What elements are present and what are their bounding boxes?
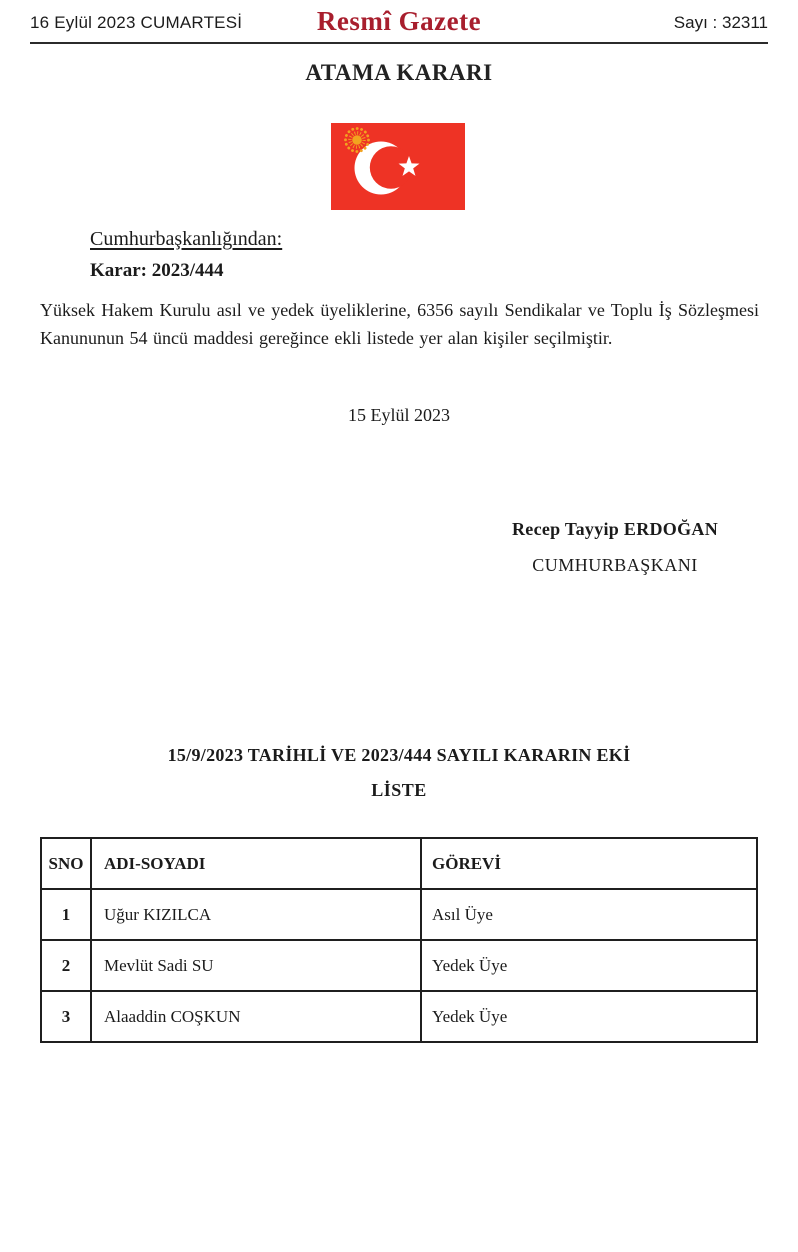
annex-table bbox=[40, 837, 758, 1043]
table-row bbox=[41, 889, 757, 940]
row-name: Uğur KIZILCA bbox=[91, 889, 421, 940]
row-role: Yedek Üye bbox=[421, 991, 757, 1042]
row-name: Mevlüt Sadi SU bbox=[91, 940, 421, 991]
annex-title: 15/9/2023 TARİHLİ VE 2023/444 SAYILI KARARIN EKİ bbox=[167, 745, 631, 765]
row-role: Yedek Üye bbox=[421, 940, 757, 991]
table-header-row bbox=[41, 838, 757, 889]
row-sno: 1 bbox=[41, 889, 91, 940]
header-name: ADI-SOYADI bbox=[91, 838, 421, 889]
header-role: GÖREVİ bbox=[421, 838, 757, 889]
masthead-divider bbox=[30, 42, 768, 44]
issuing-authority: Cumhurbaşkanlığından: bbox=[90, 228, 283, 250]
table-row bbox=[41, 991, 757, 1042]
turkish-presidential-flag-image bbox=[331, 123, 465, 210]
signatory-name: Recep Tayyip ERDOĞAN bbox=[511, 519, 719, 539]
row-role: Asıl Üye bbox=[421, 889, 757, 940]
decree-heading: ATAMA KARARI bbox=[305, 60, 493, 85]
annex-subtitle: LİSTE bbox=[371, 780, 427, 800]
table-row bbox=[41, 940, 757, 991]
row-sno: 2 bbox=[41, 940, 91, 991]
signature-block bbox=[460, 519, 770, 576]
signatory-title: CUMHURBAŞKANI bbox=[532, 555, 698, 575]
decree-number: Karar: 2023/444 bbox=[90, 260, 224, 281]
row-name: Alaaddin COŞKUN bbox=[91, 991, 421, 1042]
gazette-title: Resmî Gazete bbox=[316, 6, 482, 36]
header-sno: SNO bbox=[41, 838, 91, 889]
issue-number: Sayı : 32311 bbox=[673, 13, 768, 32]
masthead-date: 16 Eylül 2023 CUMARTESİ bbox=[30, 13, 243, 32]
decree-date: 15 Eylül 2023 bbox=[348, 405, 450, 425]
decree-body-text: Yüksek Hakem Kurulu asıl ve yedek üyeliklerine, 6356 sayılı Sendikalar ve Toplu İş Sözleşmesi Kanununun 54 üncü maddesi gereğince ekli listede yer alan kişiler seçilmiştir. bbox=[40, 300, 759, 348]
row-sno: 3 bbox=[41, 991, 91, 1042]
